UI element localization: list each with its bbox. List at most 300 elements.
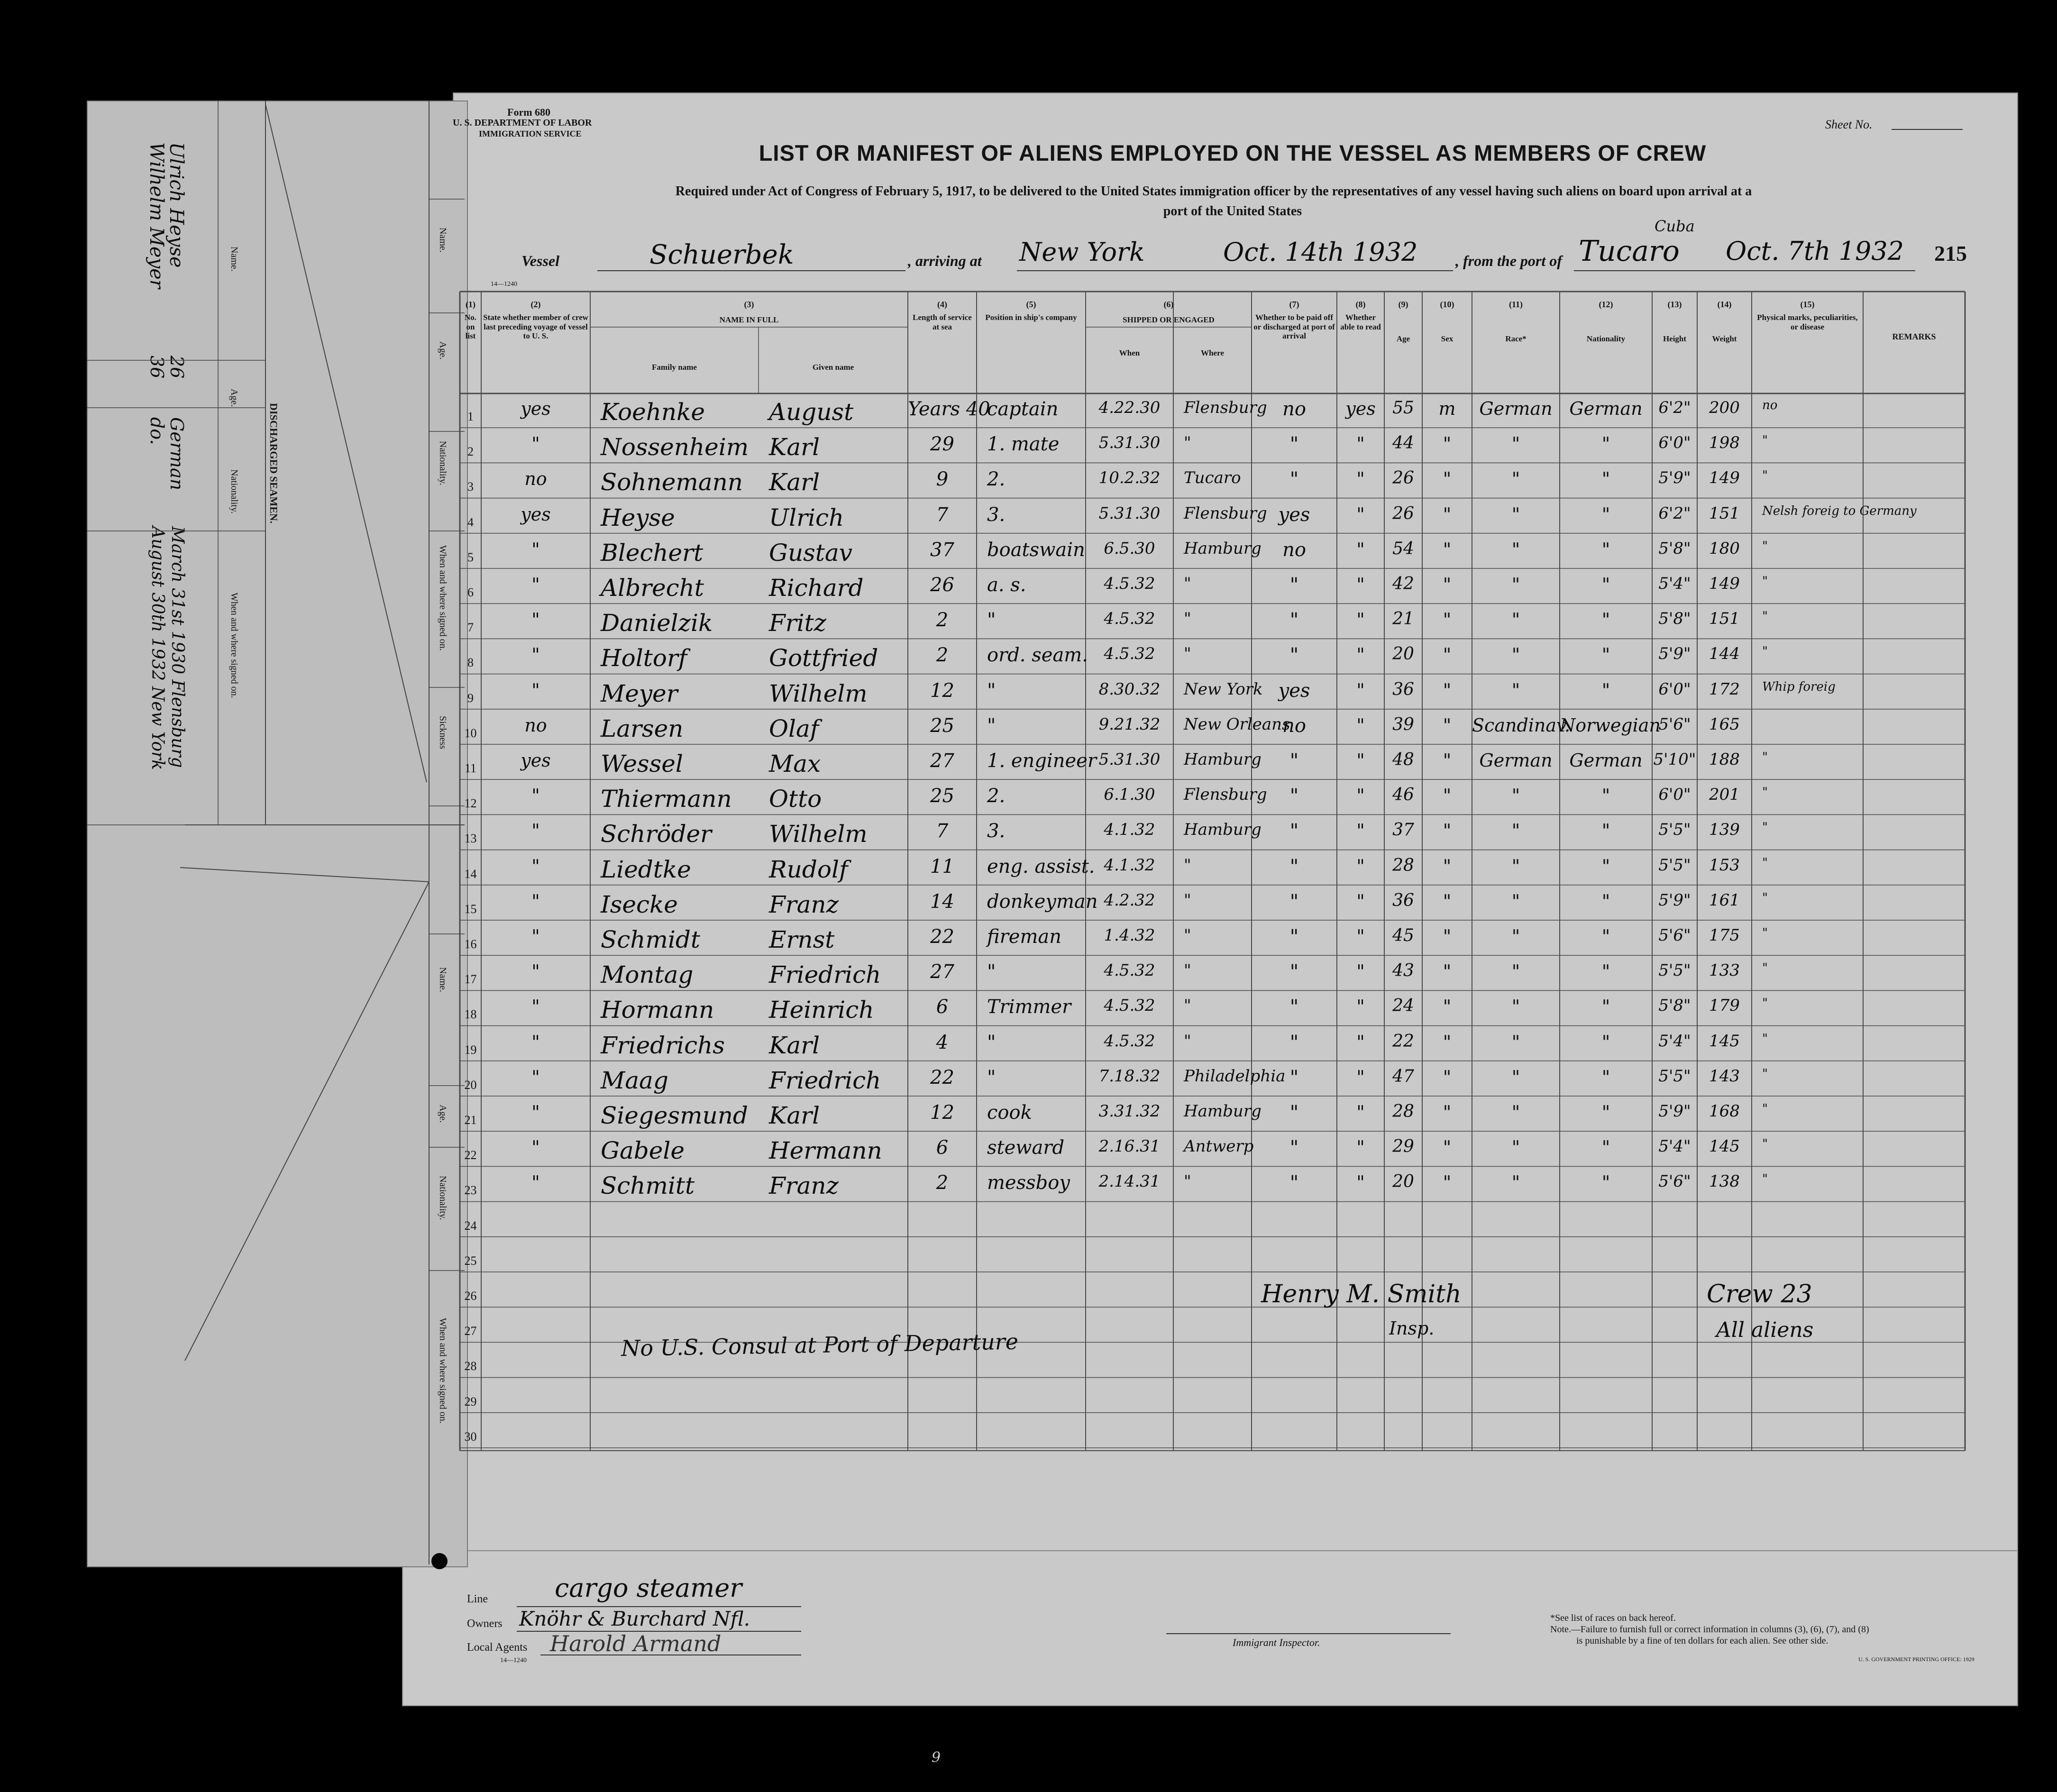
cell-given: Otto (769, 785, 822, 813)
sheet-number-label: Sheet No. (1825, 118, 1873, 131)
cell-read: " (1356, 785, 1365, 806)
cell-where: Antwerp (1184, 1137, 1254, 1156)
page-number: 215 (1934, 241, 1967, 265)
cell-where: Hamburg (1184, 1102, 1262, 1121)
cell-weight: 138 (1709, 1172, 1740, 1191)
cell-nationality: German (1569, 398, 1643, 419)
cell-weight: 139 (1709, 820, 1740, 840)
cell-family: Schröder (601, 820, 712, 848)
cell-prev: no (524, 714, 547, 736)
cell-age: 42 (1392, 574, 1414, 594)
line-label: Line (467, 1593, 488, 1605)
cell-where: " (1184, 926, 1191, 945)
cell-age: 39 (1392, 714, 1414, 734)
cell-read: " (1356, 926, 1365, 947)
cell-marks: Nelsh foreig to Germany (1762, 503, 1917, 518)
cell-given: Ernst (769, 926, 835, 953)
cell-prev: " (531, 1066, 540, 1088)
cell-prev: " (531, 609, 540, 631)
cell-age: 46 (1392, 785, 1414, 805)
cell-sex: " (1443, 679, 1452, 701)
cell-age: 24 (1392, 996, 1414, 1016)
column-number-c5: (5) (1026, 300, 1036, 309)
row-number: 25 (464, 1253, 477, 1268)
inspector-signature: Henry M. Smith (1261, 1280, 1462, 1308)
cell-weight: 165 (1709, 714, 1740, 734)
column-header-c10: Sex (1441, 334, 1454, 343)
cell-given: Wilhelm (769, 820, 868, 848)
row-number: 28 (464, 1359, 477, 1373)
crew-total: Crew 23 (1707, 1280, 1812, 1308)
cell-family: Gabele (601, 1137, 685, 1165)
cell-prev: " (531, 926, 540, 947)
column-header-c4: Length of service at sea (913, 313, 972, 331)
cell-no: 16 (464, 937, 477, 951)
cell-position: 1. mate (987, 433, 1060, 456)
cell-prev: " (531, 433, 540, 455)
cell-sex: " (1443, 1102, 1452, 1123)
column-header-c14: Weight (1712, 334, 1737, 343)
cell-age: 37 (1392, 820, 1414, 840)
cell-sex: m (1438, 398, 1456, 419)
cell-weight: 151 (1709, 609, 1740, 629)
side-label-when-where: When and where signed on. (229, 593, 239, 698)
from-port-label: , from the port of (1455, 252, 1562, 269)
cell-marks: " (1762, 750, 1768, 764)
cell-marks: " (1762, 1137, 1768, 1152)
cell-race: " (1511, 961, 1520, 982)
cell-service: 14 (930, 890, 954, 913)
cell-read: " (1356, 433, 1365, 455)
side-strip-rule (180, 868, 429, 882)
cell-where: Flensburg (1184, 398, 1267, 417)
cell-race: " (1511, 433, 1520, 455)
cell-prev: " (531, 820, 540, 841)
cell-paid-off: " (1289, 1102, 1299, 1124)
cell-race: " (1511, 644, 1520, 666)
races-note: *See list of races on back hereof. (1550, 1613, 1676, 1623)
cell-when: 4.2.32 (1104, 890, 1155, 910)
cell-paid-off: " (1289, 785, 1299, 807)
cell-race: Scandinav. (1472, 714, 1571, 736)
cell-height: 5'4" (1658, 1137, 1691, 1156)
cell-position: steward (987, 1137, 1065, 1159)
cell-age: 20 (1392, 644, 1414, 664)
agents-value: Harold Armand (550, 1631, 722, 1656)
cell-sex: " (1443, 1066, 1452, 1088)
cell-service: 6 (936, 1137, 949, 1159)
cell-height: 5'6" (1658, 1172, 1691, 1191)
cell-position: eng. assist. (987, 855, 1095, 878)
cell-marks: " (1762, 855, 1768, 870)
cell-read: " (1356, 961, 1365, 982)
cell-race: " (1511, 1102, 1520, 1123)
cell-paid-off: " (1289, 855, 1299, 878)
cell-nationality: " (1601, 644, 1610, 666)
cell-age: 26 (1392, 468, 1414, 488)
cell-family: Thiermann (601, 785, 732, 813)
cell-family: Liedtke (601, 855, 691, 883)
cell-height: 5'8" (1658, 609, 1691, 629)
cell-age: 47 (1392, 1066, 1414, 1086)
cell-given: Fritz (769, 609, 827, 637)
column-header-c9: Age (1396, 334, 1410, 343)
cell-when: 5.31.30 (1098, 503, 1161, 523)
cell-service: 22 (930, 926, 954, 948)
cell-service: Years 40 (908, 398, 990, 420)
cell-marks: " (1762, 996, 1768, 1011)
cell-no: 15 (464, 902, 477, 916)
cell-nationality: " (1601, 1066, 1610, 1088)
cell-when: 4.1.32 (1104, 855, 1155, 875)
cell-service: 27 (930, 961, 954, 983)
cell-prev: " (531, 1102, 540, 1123)
cell-where: " (1184, 996, 1191, 1015)
cell-read: " (1356, 996, 1365, 1017)
cell-age: 29 (1392, 1137, 1414, 1157)
cell-race: " (1511, 468, 1520, 490)
cell-service: 25 (930, 714, 954, 737)
cell-where: Hamburg (1184, 750, 1262, 769)
side-label-name-3: Name. (438, 967, 448, 992)
cell-marks: " (1762, 1102, 1768, 1116)
cell-paid-off: " (1289, 961, 1299, 983)
form-number: Form 680 (507, 106, 551, 118)
cell-position: 3. (987, 820, 1006, 842)
cell-sex: " (1443, 539, 1452, 560)
cell-given: Franz (769, 1172, 839, 1200)
cell-weight: 145 (1709, 1031, 1740, 1051)
cell-age: 45 (1392, 926, 1414, 945)
cell-family: Isecke (601, 890, 678, 918)
cell-no: 20 (464, 1078, 477, 1092)
cell-paid-off: " (1289, 926, 1299, 948)
cell-family: Friedrichs (601, 1031, 725, 1059)
cell-read: " (1356, 539, 1365, 560)
cell-no: 17 (464, 972, 477, 987)
cell-service: 7 (936, 820, 949, 842)
column-header-c2: State whether member of crew last preceding voyage of vessel to U. S. (483, 313, 588, 341)
cell-no: 9 (467, 691, 474, 705)
column-header-c5: Position in ship's company (985, 313, 1077, 322)
cell-when: 4.5.32 (1104, 996, 1155, 1015)
cell-nationality: " (1601, 679, 1610, 701)
cell-sex: " (1443, 926, 1452, 947)
cell-nationality: " (1601, 539, 1610, 560)
cell-when: 4.5.32 (1104, 609, 1155, 629)
cell-when: 8.30.32 (1098, 679, 1161, 699)
cell-family: Schmidt (601, 926, 700, 953)
cell-prev: " (531, 1031, 540, 1052)
cell-given: Karl (769, 1102, 820, 1129)
column-header-where: Where (1201, 348, 1224, 357)
cell-marks: " (1762, 890, 1768, 905)
cell-nationality: " (1601, 609, 1610, 631)
cell-family: Nossenheim (601, 433, 749, 461)
cell-sex: " (1443, 785, 1452, 806)
cell-age: 20 (1392, 1172, 1414, 1192)
cell-paid-off: " (1289, 433, 1299, 456)
cell-height: 5'6" (1658, 926, 1691, 945)
cell-where: " (1184, 644, 1191, 664)
cell-read: " (1356, 1066, 1365, 1088)
cell-paid-off: " (1289, 1137, 1299, 1159)
cell-service: 37 (930, 539, 954, 561)
cell-weight: 200 (1709, 398, 1740, 417)
cell-height: 5'6" (1658, 714, 1691, 734)
cell-weight: 161 (1709, 890, 1740, 910)
cell-position: ord. seam. (987, 644, 1088, 667)
cell-sex: " (1443, 820, 1452, 841)
cell-position: 2. (987, 468, 1006, 491)
cell-when: 4.5.32 (1104, 1031, 1155, 1051)
cell-where: " (1184, 574, 1191, 593)
cell-height: 5'5" (1658, 1066, 1691, 1086)
cell-weight: 201 (1709, 785, 1740, 805)
cell-read: " (1356, 644, 1365, 666)
cell-no: 4 (467, 515, 474, 529)
cell-no: 22 (464, 1148, 477, 1162)
cell-given: Wilhelm (769, 679, 868, 707)
cell-family: Maag (601, 1066, 668, 1094)
cell-position: messboy (987, 1172, 1070, 1194)
cell-read: " (1356, 714, 1365, 736)
column-number-c10: (10) (1440, 300, 1454, 309)
cell-service: 2 (936, 1172, 949, 1194)
inspector-label: Immigrant Inspector. (1233, 1637, 1320, 1648)
cell-given: Rudolf (769, 855, 848, 883)
cell-weight: 149 (1709, 574, 1740, 593)
cell-family: Heyse (601, 503, 675, 531)
cell-when: 4.5.32 (1104, 574, 1155, 593)
cell-where: " (1184, 433, 1191, 453)
column-header-c15: Physical marks, peculiarities, or disease (1757, 313, 1858, 331)
cell-read: " (1356, 890, 1365, 912)
column-number-c12: (12) (1599, 300, 1613, 309)
cell-service: 27 (930, 750, 954, 772)
cell-sex: " (1443, 890, 1452, 912)
cell-race: " (1511, 855, 1520, 877)
column-number-c3: (3) (744, 300, 754, 309)
department-name: U. S. DEPARTMENT OF LABOR (453, 118, 592, 128)
cell-paid-off: " (1289, 890, 1299, 913)
side-label-age: Age. (229, 389, 239, 407)
cell-prev: no (524, 468, 547, 490)
cell-when: 2.16.31 (1098, 1137, 1161, 1156)
cell-marks: " (1762, 1031, 1768, 1046)
cell-given: Gustav (769, 539, 852, 567)
column-number-c13: (13) (1667, 300, 1682, 309)
row-number: 30 (464, 1429, 477, 1444)
cell-height: 5'5" (1658, 961, 1691, 980)
cell-race: " (1511, 1137, 1520, 1158)
cell-race: " (1511, 926, 1520, 947)
cell-paid-off: " (1289, 468, 1299, 491)
cell-age: 54 (1392, 539, 1414, 558)
cell-where: Flensburg (1184, 503, 1267, 523)
cell-prev: " (531, 679, 540, 701)
discharged-nationality: German (166, 417, 187, 491)
cell-nationality: " (1601, 574, 1610, 595)
cell-family: Larsen (601, 714, 684, 742)
line-value: cargo steamer (555, 1573, 742, 1603)
cell-family: Wessel (601, 750, 683, 777)
cell-paid-off: " (1289, 820, 1299, 842)
cell-family: Holtorf (601, 644, 687, 672)
cell-given: Friedrich (769, 961, 881, 989)
cell-nationality: Norwegian (1560, 714, 1661, 736)
cell-race: " (1511, 890, 1520, 912)
cell-prev: " (531, 539, 540, 560)
cell-when: 10.2.32 (1098, 468, 1161, 488)
cell-when: 9.21.32 (1098, 714, 1161, 734)
all-aliens-note: All aliens (1716, 1318, 1814, 1342)
cell-age: 22 (1392, 1031, 1414, 1051)
cell-no: 2 (467, 445, 474, 459)
side-label-when-where-2: When and where signed on. (438, 545, 448, 651)
cell-read: " (1356, 750, 1365, 771)
cell-service: 2 (936, 644, 949, 667)
cell-race: " (1511, 820, 1520, 841)
cell-height: 6'2" (1658, 398, 1691, 417)
cell-read: yes (1345, 398, 1376, 419)
service-name: IMMIGRATION SERVICE (479, 129, 582, 138)
cell-prev: " (531, 1172, 540, 1193)
cell-age: 48 (1392, 750, 1414, 769)
cell-no: 13 (464, 832, 477, 846)
cell-paid-off: " (1289, 750, 1299, 772)
cell-given: Franz (769, 890, 839, 918)
cell-sex: " (1443, 609, 1452, 631)
discharged-nationality: do. (146, 417, 167, 445)
cell-race: " (1511, 1031, 1520, 1052)
cell-age: 36 (1392, 679, 1414, 699)
cell-weight: 144 (1709, 644, 1740, 664)
cell-height: 6'0" (1658, 785, 1691, 805)
cell-nationality: " (1601, 961, 1610, 982)
side-label-name: Name. (229, 247, 239, 272)
cell-when: 7.18.32 (1098, 1066, 1161, 1086)
column-header-c13: Height (1663, 334, 1687, 343)
cell-nationality: " (1601, 1172, 1610, 1193)
cell-service: 12 (930, 679, 954, 702)
cell-sex: " (1443, 503, 1452, 525)
cell-family: Schmitt (601, 1172, 695, 1200)
cell-position: " (987, 1066, 996, 1088)
cell-sex: " (1443, 1031, 1452, 1052)
cell-given: Gottfried (769, 644, 878, 672)
cell-prev: yes (521, 503, 551, 525)
departure-date: Oct. 7th 1932 (1726, 236, 1904, 266)
cell-sex: " (1443, 750, 1452, 771)
cell-race: German (1479, 398, 1553, 419)
cell-family: Montag (601, 961, 694, 989)
side-strip-rule (265, 104, 427, 782)
cell-age: 43 (1392, 961, 1414, 981)
cell-weight: 168 (1709, 1102, 1740, 1121)
form-code: 14—1240 (491, 281, 517, 288)
cell-race: " (1511, 503, 1520, 525)
margin-mark: 9 (932, 1749, 941, 1766)
cell-position: donkeyman (987, 890, 1098, 913)
cell-sex: " (1443, 1172, 1452, 1193)
page-title: LIST OR MANIFEST OF ALIENS EMPLOYED ON THE VESSEL AS MEMBERS OF CREW (759, 140, 1707, 165)
cell-position: " (987, 1031, 996, 1053)
row-number: 29 (464, 1394, 477, 1408)
cell-sex: " (1443, 1137, 1452, 1158)
cell-age: 44 (1392, 433, 1414, 453)
cell-paid-off: " (1289, 644, 1299, 667)
cell-service: 22 (930, 1066, 954, 1088)
cell-height: 5'8" (1658, 539, 1691, 558)
side-label-sickness: Sickness (438, 716, 448, 749)
cell-sex: " (1443, 468, 1452, 490)
page-subtitle: Required under Act of Congress of February 5, 1917, to be delivered to the United States immigration officer by the representatives of any vessel having such aliens on board upon arrival at a (675, 184, 1752, 199)
cell-given: Olaf (769, 714, 819, 742)
cell-no: 21 (464, 1113, 477, 1127)
cell-service: 4 (936, 1031, 949, 1053)
cell-prev: yes (521, 750, 551, 771)
cell-nationality: " (1601, 785, 1610, 806)
cell-paid-off: " (1289, 574, 1299, 596)
cell-family: Meyer (601, 679, 678, 707)
cell-service: 2 (936, 609, 949, 631)
cell-when: 4.1.32 (1104, 820, 1155, 840)
cell-position: " (987, 714, 996, 737)
cell-nationality: " (1601, 996, 1610, 1017)
row-number: 26 (464, 1289, 477, 1303)
column-header-when: When (1119, 348, 1140, 357)
cell-height: 6'0" (1658, 433, 1691, 453)
cell-given: Heinrich (769, 996, 874, 1024)
cell-weight: 151 (1709, 503, 1740, 523)
cell-no: 10 (464, 726, 477, 740)
cell-position: 2. (987, 785, 1006, 807)
cell-where: " (1184, 855, 1191, 875)
cell-marks: Whip foreig (1762, 679, 1836, 694)
cell-given: Ulrich (769, 503, 844, 531)
cell-nationality: " (1601, 1137, 1610, 1158)
cell-age: 28 (1392, 855, 1414, 875)
cell-position: 3. (987, 503, 1006, 526)
cell-weight: 179 (1709, 996, 1740, 1015)
cell-no: 11 (464, 761, 477, 775)
penalty-note: Note.—Failure to furnish full or correct information in columns (3), (6), (7), and (8) (1550, 1624, 1869, 1635)
cell-sex: " (1443, 574, 1452, 595)
cell-height: 5'4" (1658, 1031, 1691, 1051)
cell-where: " (1184, 890, 1191, 910)
cell-where: New York (1184, 679, 1263, 699)
cell-age: 21 (1392, 609, 1414, 629)
cell-when: 4.5.32 (1104, 961, 1155, 980)
column-header-c11: Race* (1505, 334, 1527, 343)
cell-height: 5'9" (1658, 890, 1691, 910)
cell-weight: 172 (1709, 679, 1740, 699)
cell-height: 5'9" (1658, 644, 1691, 664)
cell-read: " (1356, 468, 1365, 490)
cell-given: Hermann (769, 1137, 882, 1165)
cell-no: 12 (464, 796, 477, 811)
column-number-c1: (1) (466, 300, 475, 309)
column-number-c6: (6) (1163, 300, 1174, 309)
discharged-name: Wilhelm Meyer (146, 142, 167, 289)
cell-given: Karl (769, 468, 820, 496)
cell-marks: no (1762, 398, 1778, 412)
cell-when: 6.1.30 (1104, 785, 1155, 805)
cell-service: 7 (936, 503, 949, 526)
column-number-c11: (11) (1509, 300, 1523, 309)
column-header-c12: Nationality (1586, 334, 1626, 343)
